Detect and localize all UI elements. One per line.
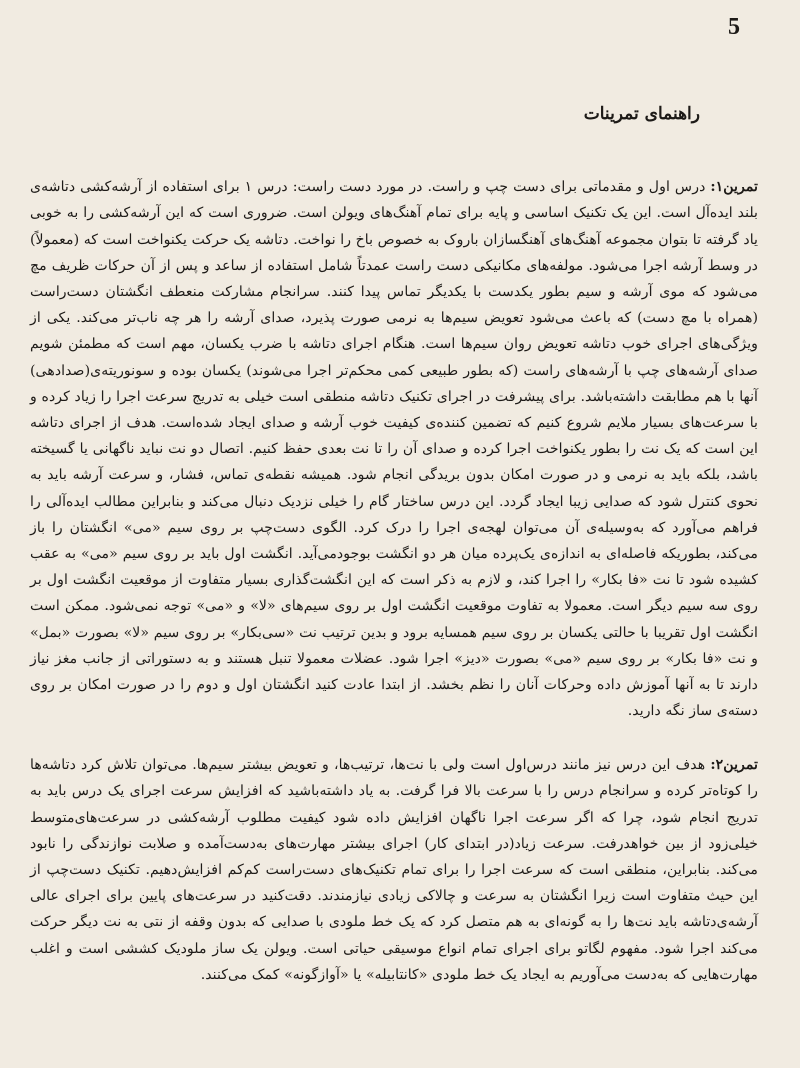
section-heading: راهنمای تمرینات xyxy=(583,104,700,124)
exercise-2-text: هدف این درس نیز مانند درس‌اول است ولی با نت‌ها، ترتیب‌ها، و تعویض بیشتر سیم‌ها. می‌توان تلاش کرد دتاشه‌ها را کوتاه‌تر کرده و سرانجام درس را با سرعت بالا فرا گرفت. به یاد داشته‌باشید که افزایش سرعت اجرای یک درس باید به تدریج انجام شود، چرا که اگر سرعت اجرا ناگهان افزایش داده شود کیفیت مطلوب آرشه‌کشی در سرعت‌های‌متوسط خیلی‌زود از بین خواهدرفت. سرعت زیاد(در ابتدای کار) اجرای بیشتر مهارت‌های به‌دست‌آمده و صلابت نوازندگی را نابود می‌کند. بنابراین، منطقی است که سرعت اجرا را برای تمام تکنیک‌های دست‌راست کم‌کم افزایش‌دهیم. تکنیک دست‌چپ از این حیث متفاوت است زیرا انگشتان به سرعت و چالاکی زیادی نیازمندند. دقت‌کنید در سرعت‌های پایین برای اجرای عالی آرشه‌ی‌دتاشه باید نت‌ها را به گونه‌ای به هم متصل کرد که یک خط ملودی با صدایی که بدون وقفه از نتی به نت دیگر حرکت می‌کند اجرا شود. مفهوم لگاتو برای اجرای تمام انواع موسیقی حیاتی است. ویولن یک ساز ملودیک کششی است و اغلب مهارت‌هایی که به‌دست می‌آوریم به ایجاد یک خط ملودی «کانتابیله» یا «آوازگونه» کمک می‌کنند. xyxy=(30,757,758,983)
exercise-1-text: درس اول و مقدماتی برای دست چپ و راست. در مورد دست راست: درس ۱ برای استفاده از آرشه‌کشی دتاشه‌ی بلند ایده‌آل است. این یک تکنیک اساسی و پایه برای تمام آهنگ‌های ویولن است. ضروری است که این آرشه‌کشی را به خوبی یاد گرفته تا بتوان مجموعه آهنگ‌های آهنگسازان باروک به خصوص باخ را نواخت. دتاشه یک حرکت یکنواخت است که (معمولاً) در وسط آرشه اجرا می‌شود. مولفه‌های مکانیکی دست راست عمدتاً شامل استفاده از ساعد و پس از آن حرکات ظریف مچ می‌شود که موی آرشه و سیم بطور یکدست با یکدیگر تماس پیدا کنند. سرانجام مشارکت منعطف انگشتان دست‌راست (همراه با مچ دست) که باعث می‌شود تعویض سیم‌ها به نرمی صورت پذیرد، صدای آرشه را هر چه ناب‌تر می‌کند. یکی از ویژگی‌های اجرای خوب دتاشه تعویض روان سیم‌ها است. هنگام اجرای دتاشه با ضرب یکسان، مهم است که مطمئن شویم صدای آرشه‌های چپ با آرشه‌های راست (که بطور طبیعی کمی محکم‌تر اجرا می‌شوند) یکسان بوده و سونوریته‌ی(صدادهی) آنها با هم مطابقت داشته‌باشد. برای پیشرفت در اجرای تکنیک دتاشه منطقی است خیلی به تدریج سرعت اجرا را زیاد کرده و با سرعت‌های بسیار ملایم شروع کنیم که تضمین کننده‌ی کیفیت خوب آرشه و صدای ایجاد شده‌است. هدف از اجرای دتاشه این است که یک نت را بطور یکنواخت اجرا کرده و صدای آن را تا نت بعدی حفظ کنیم. اتصال دو نت نباید ناگهانی یا گسیخته باشد، بلکه باید به نرمی و در صورت امکان بدون بریدگی انجام شود. همیشه نقطه‌ی تماس، فشار، و سرعت آرشه باید به نحوی کنترل شود که صدایی زیبا ایجاد گردد. این درس ساختار گام را خیلی نزدیک دنبال می‌کند و بنابراین مطالب ایده‌آلی را فراهم می‌آورد که به‌وسیله‌ی آن می‌توان لهجه‌ی اجرا را درک کرد. الگوی دست‌چپ بر روی سیم «می» انگشتان را باز می‌کند، بطوریکه فاصله‌ای به اندازه‌ی یک‌پرده میان هر دو انگشت بوجودمی‌آید. انگشت اول باید بر روی سیم «می» به عقب کشیده شود تا نت «فا بکار» را اجرا کند، و لازم به ذکر است که این انگشت‌گذاری بسیار متفاوت از موقعیت انگشت اول بر روی سه سیم دیگر است. معمولا به تفاوت موقعیت انگشت اول بر روی سیم‌های «لا» و «می» توجه نمی‌شود. ممکن است انگشت اول تقریبا با حالتی یکسان بر روی سیم همسایه برود و بدین ترتیب نت «سی‌بکار» بر روی سیم «لا» بصورت «بمل» و نت «فا بکار» بر روی سیم «می» بصورت «دیز» اجرا شود. عضلات معمولا تنبل هستند و به دستوراتی از جانب مغز نیاز دارند تا به آنها آموزش داده وحرکات آنان را نظم بخشد. از ابتدا عادت کنید انگشتان اول و دوم را در صورت امکان بر روی دسته‌ی ساز نگه دارید. xyxy=(30,179,758,720)
exercise-1-paragraph xyxy=(30,174,758,724)
exercise-2-paragraph xyxy=(30,752,758,988)
exercise-1-lead: تمرین۱: xyxy=(710,179,758,196)
page-number: 5 xyxy=(728,14,740,40)
exercise-2-lead: تمرین۲: xyxy=(710,757,758,774)
